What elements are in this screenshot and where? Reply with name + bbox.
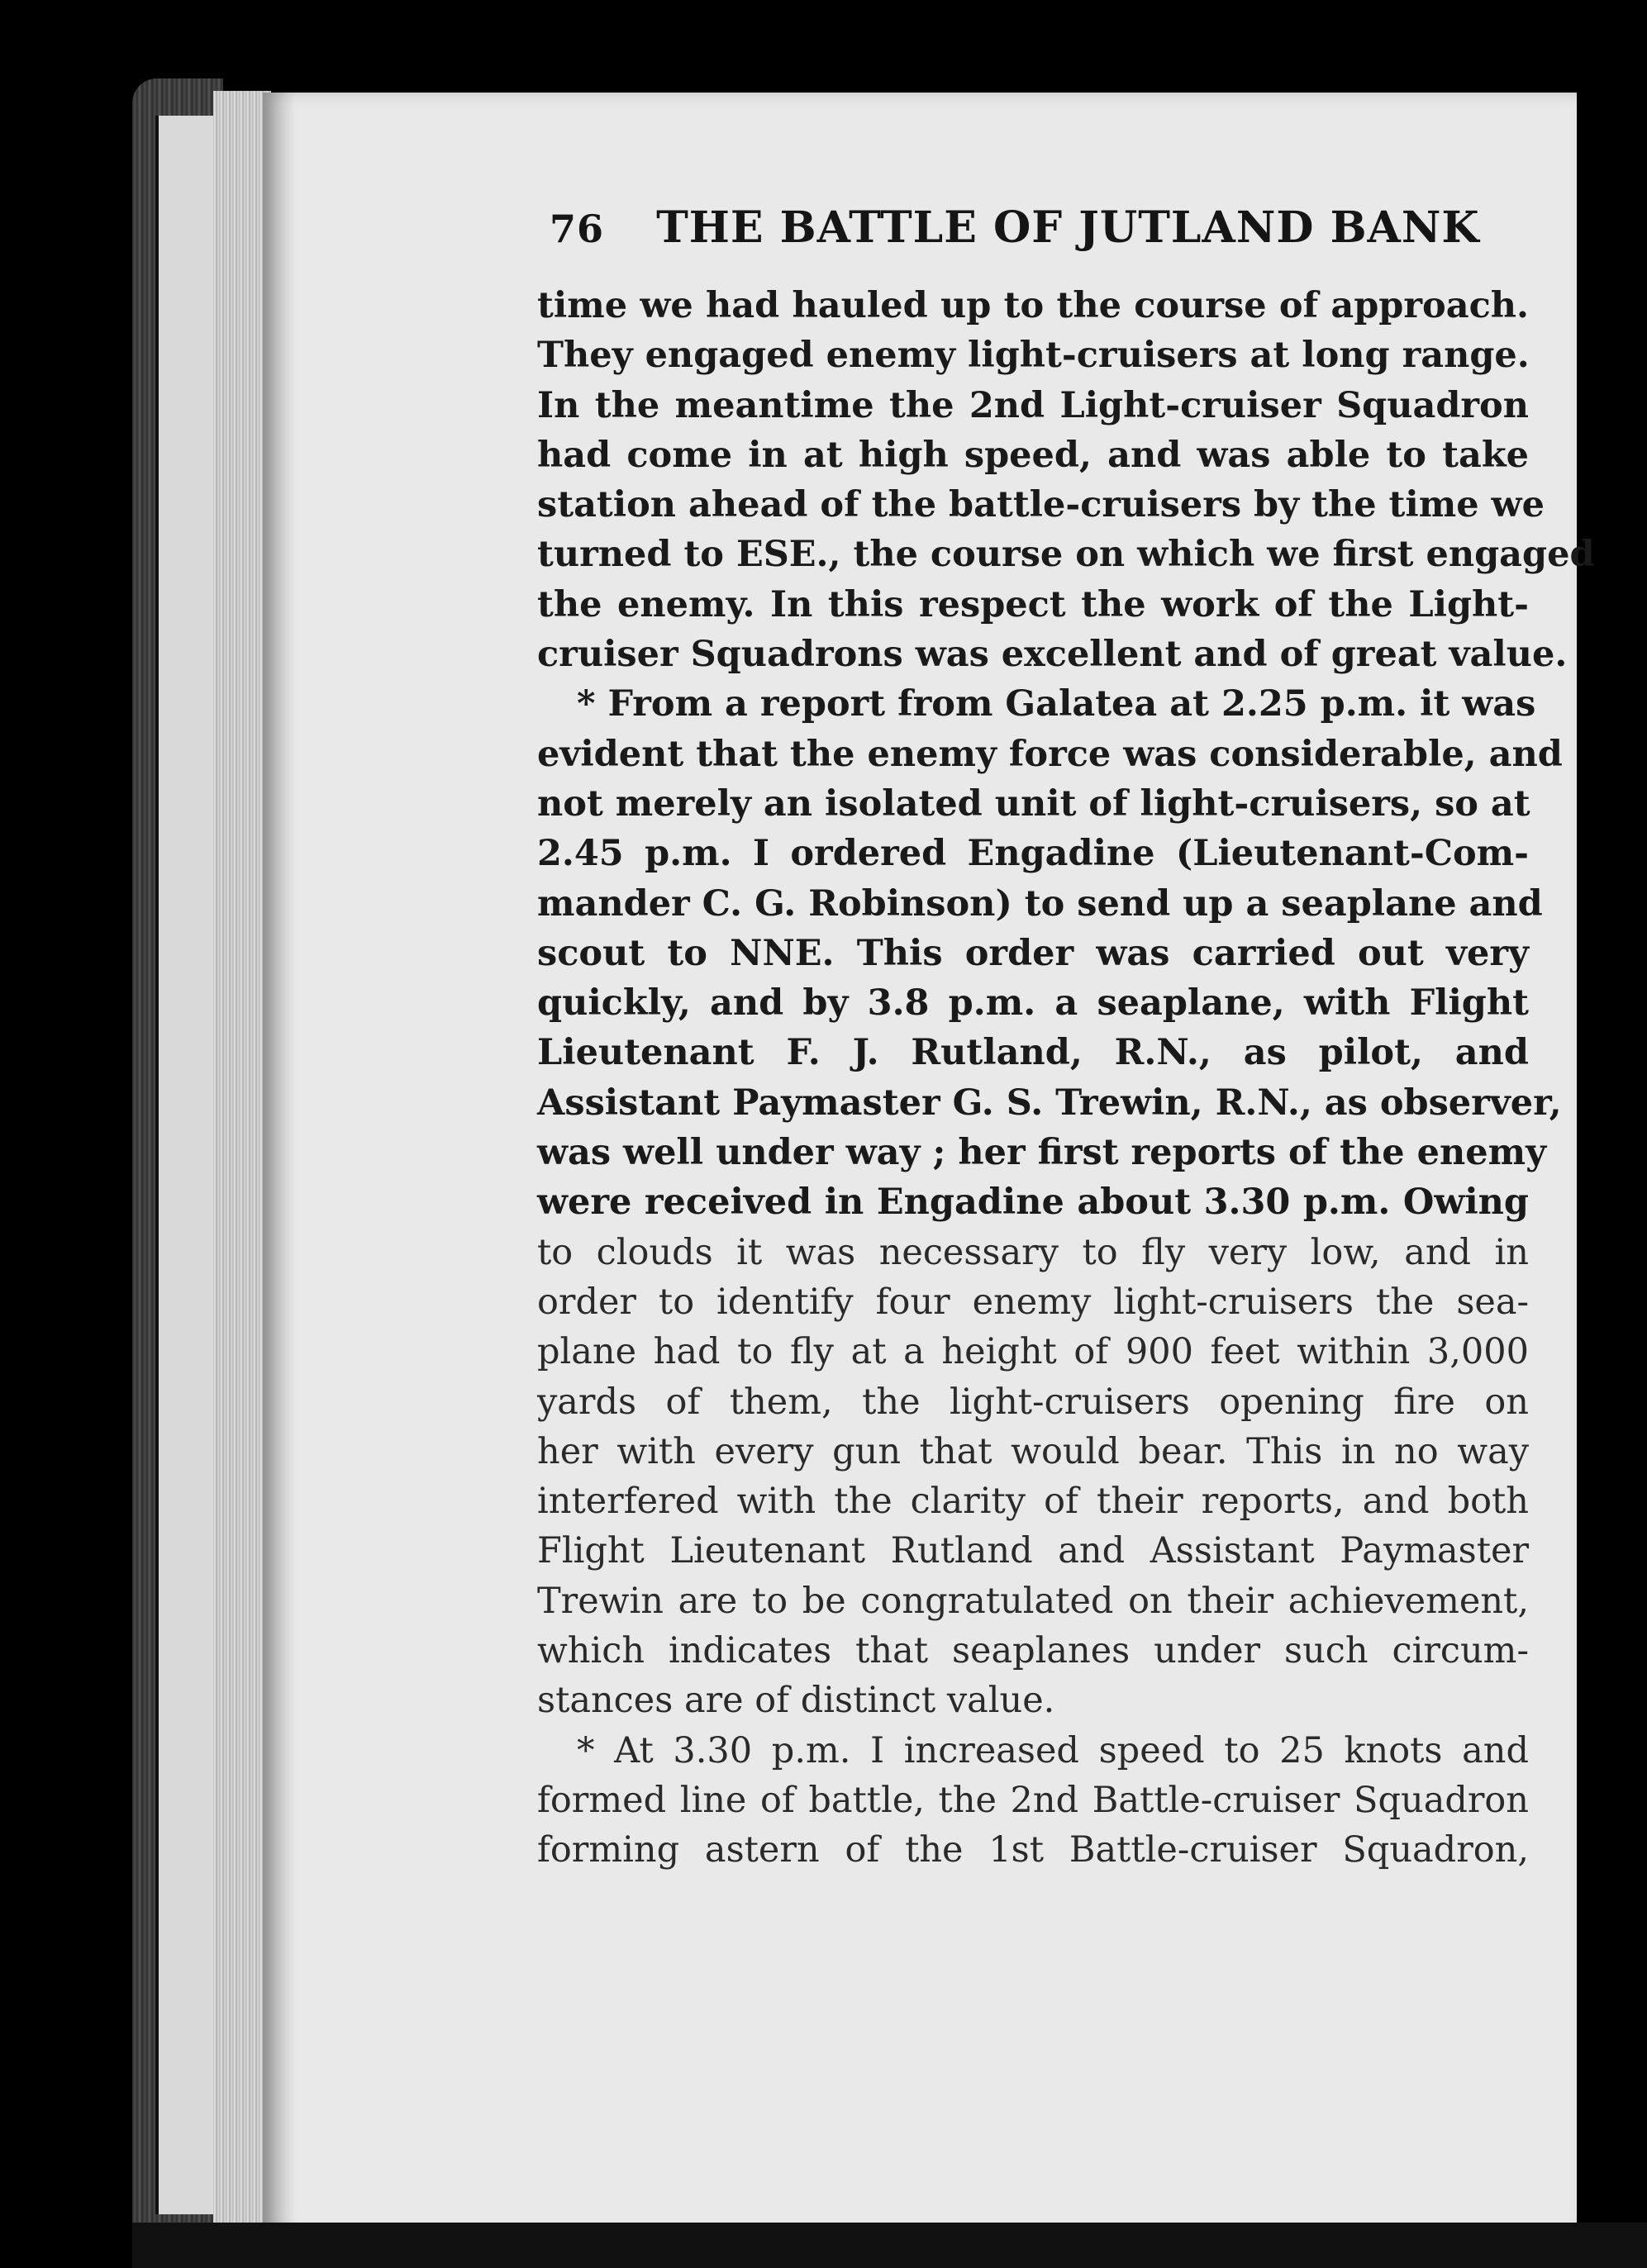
text-line: interfered with the clarity of their reports, and both [537,1481,1529,1523]
text-line: stances are of distinct value. [537,1680,1055,1722]
cover-inner-edge [155,116,217,2214]
text-line: Flight Lieutenant Rutland and Assistant Paymaster [537,1530,1529,1572]
text-line: plane had to fly at a height of 900 feet within 3,000 [537,1331,1529,1373]
text-line: time we had hauled up to the course of approach. [537,285,1529,326]
text-line: turned to ESE., the course on which we first engaged [537,534,1595,576]
scan-bottom-edge [132,2223,1647,2268]
running-header [550,202,1480,269]
paragraph-bold-block [537,281,1595,1228]
text-line: her with every gun that would bear. This in no way [537,1430,1529,1472]
text-line: evident that the enemy force was considerable, and [537,733,1563,775]
text-line: quickly, and by 3.8 p.m. a seaplane, with Flight [537,982,1529,1025]
text-line: Assistant Paymaster G. S. Trewin, R.N., as observer, [537,1082,1562,1124]
text-line: In the meantime the 2nd Light-cruiser Squadron [537,384,1529,426]
paragraph-light-block [537,1228,1529,1876]
text-line: Lieutenant F. J. Rutland, R.N., as pilot, and [537,1032,1529,1074]
text-line: were received in Engadine about 3.30 p.m. Owing [537,1182,1529,1224]
text-line: yards of them, the light-cruisers opening fire on [537,1381,1529,1423]
text-line: formed line of battle, the 2nd Battle-cruiser Squadron [537,1779,1529,1821]
text-line: which indicates that seaplanes under such circum- [537,1630,1529,1672]
text-line: They engaged enemy light-cruisers at long range. [537,335,1530,377]
text-line: Trewin are to be congratulated on their achievement, [537,1580,1529,1622]
text-line: to clouds it was necessary to fly very low, and in [537,1231,1529,1273]
text-line: mander C. G. Robinson) to send up a seaplane and [537,882,1543,925]
text-line: 2.45 p.m. I ordered Engadine (Lieutenant-Com- [537,833,1529,875]
text-line: was well under way ; her first reports of the enemy [537,1132,1547,1174]
page-number: 76 [550,207,605,251]
binding-shadow [263,93,296,2232]
running-title: THE BATTLE OF JUTLAND BANK [656,202,1480,253]
text-line: * From a report from Galatea at 2.25 p.m. it was [577,683,1536,725]
text-line: had come in at high speed, and was able to take [537,434,1529,476]
text-line: order to identify four enemy light-cruisers the sea- [537,1281,1529,1323]
text-line: scout to NNE. This order was carried out very [537,932,1529,974]
text-line: station ahead of the battle-cruisers by the time we [537,484,1545,526]
text-line: forming astern of the 1st Battle-cruiser Squadron, [537,1829,1529,1871]
text-line: * At 3.30 p.m. I increased speed to 25 knots and [577,1729,1529,1771]
body-text [537,281,1595,1876]
text-line: cruiser Squadrons was excellent and of great value. [537,634,1568,676]
text-line: not merely an isolated unit of light-cruisers, so at [537,782,1530,825]
text-line: the enemy. In this respect the work of the Light- [537,583,1529,625]
